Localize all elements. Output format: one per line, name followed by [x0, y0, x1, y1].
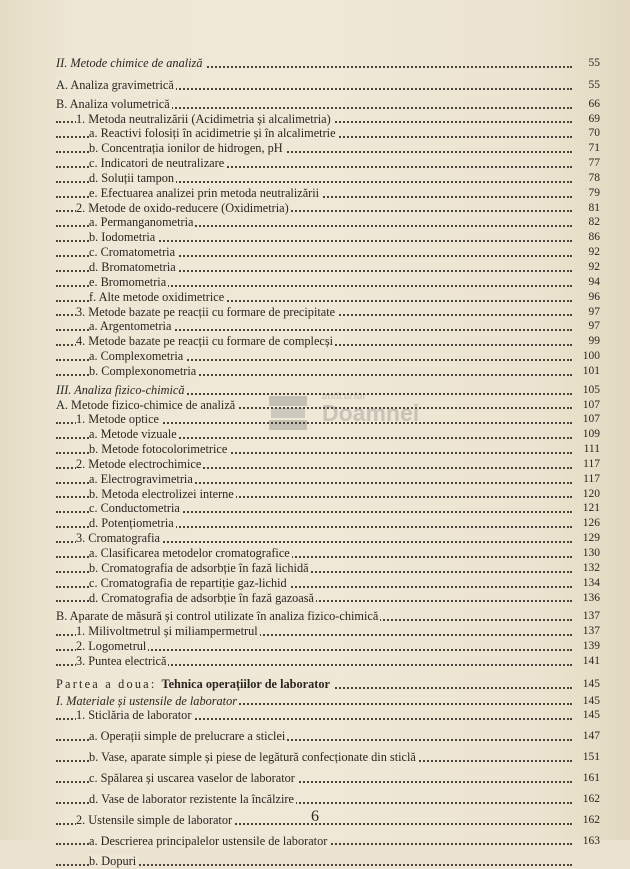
toc-page-number: 107 — [582, 413, 600, 426]
toc-entry — [56, 609, 600, 624]
toc-entry — [56, 694, 600, 709]
toc-page-number: 97 — [588, 320, 600, 333]
toc-entry — [56, 275, 600, 290]
toc-page-number: 55 — [588, 78, 600, 91]
toc-entry-title: A. Metode fizico-chimice de analiză — [56, 397, 236, 412]
toc-entry — [56, 97, 600, 112]
toc-entry-title: d. Soluții tampon — [89, 170, 175, 185]
toc-entry-title: B. Aparate de măsură și control utilizate în analiza fizico-chimică — [56, 609, 379, 624]
toc-entry — [56, 412, 600, 427]
toc-entry — [56, 561, 600, 576]
toc-entry-title: b. Iodometria — [89, 230, 156, 245]
toc-entry — [56, 834, 600, 849]
toc-entry — [56, 624, 600, 639]
toc-entry-title: b. Concentrația ionilor de hidrogen, pH — [89, 141, 283, 156]
toc-entry-title: d. Cromatografia de adsorbție în fază gazoasă — [89, 590, 315, 605]
toc-entry-title: b. Cromatografia de adsorbție în fază lichidă — [89, 560, 309, 575]
toc-page-number: 111 — [583, 443, 600, 456]
toc-page-number: 130 — [582, 547, 600, 559]
toc-page-number: 117 — [583, 457, 600, 470]
toc-entry-title: a. Complexometria — [89, 349, 184, 364]
toc-entry-title: b. Metode fotocolorimetrice — [89, 442, 228, 457]
toc-entry-title: b. Complexonometria — [89, 363, 197, 378]
toc-entry — [56, 501, 600, 516]
toc-entry-title: III. Analiza fizico-chimică — [56, 382, 185, 397]
toc-entry — [56, 591, 600, 606]
part-prefix: Partea a doua: — [56, 676, 157, 691]
toc-page-number: 132 — [582, 561, 600, 574]
watermark-subtitle: anticariat — [322, 390, 366, 402]
toc-page-number: 77 — [588, 157, 600, 170]
toc-page-number: 99 — [588, 335, 600, 348]
toc-entry-title: 3. Puntea electrică — [76, 653, 167, 668]
toc-page-number: 120 — [582, 487, 600, 500]
toc-entry — [56, 576, 600, 591]
toc-entry — [56, 364, 600, 379]
toc-entry-title: c. Spălarea și uscarea vaselor de laborator — [89, 770, 295, 785]
toc-entry — [56, 56, 600, 71]
toc-entry-title: 4. Metode bazate pe reacții cu formare de complecși — [76, 334, 334, 349]
toc-entry-title: e. Efectuarea analizei prin metoda neutralizării — [89, 185, 320, 200]
toc-entry-title: a. Argentometria — [89, 319, 172, 334]
toc-page-number: 137 — [582, 610, 600, 623]
toc-page-number: 145 — [582, 677, 600, 690]
toc-entry — [56, 126, 600, 141]
toc-entry — [56, 398, 600, 413]
toc-entry — [56, 531, 600, 546]
toc-entry-title: c. Conductometria — [89, 501, 180, 516]
toc-page-number: 141 — [582, 654, 600, 667]
toc-entry — [56, 654, 600, 669]
toc-entry — [56, 215, 600, 230]
toc-entry-title: 3. Metode bazate pe reacții cu formare de precipitate — [76, 304, 336, 319]
toc-entry-title: c. Cromatometria — [89, 245, 176, 260]
toc-page-number: 92 — [588, 246, 600, 259]
toc-page-number: 139 — [582, 640, 600, 653]
toc-entry — [56, 141, 600, 156]
toc-entry — [56, 750, 600, 765]
toc-page-number: 71 — [588, 142, 600, 155]
toc-page-number: 101 — [582, 364, 600, 377]
toc-entry — [56, 334, 600, 349]
toc-page-number: 162 — [582, 792, 600, 805]
toc-entry — [56, 854, 600, 869]
toc-entry — [56, 290, 600, 305]
toc-entry — [56, 230, 600, 245]
toc-page-number: 70 — [588, 127, 600, 140]
toc-page-number: 69 — [588, 112, 600, 125]
toc-page-number: 55 — [588, 57, 600, 69]
toc-entry-title: b. Vase, aparate simple și piese de legătură confecționate din sticlă — [89, 750, 416, 765]
toc-entry — [56, 112, 600, 127]
toc-entry — [56, 201, 600, 216]
toc-entry-title: 2. Metode de oxido-reducere (Oxidimetria) — [76, 200, 289, 215]
toc-entry-title: 2. Metode electrochimice — [76, 456, 202, 471]
toc-page-number: 126 — [582, 517, 600, 530]
toc-page-number: 161 — [582, 771, 600, 784]
toc-entry-title: 2. Logometrul — [76, 639, 147, 654]
toc-entry-title: 2. Ustensile simple de laborator — [76, 812, 233, 827]
toc-entry-title: c. Cromatografia de repartiție gaz-lichid — [89, 575, 287, 590]
toc-page-number: 137 — [582, 625, 600, 638]
toc-entry-title: c. Indicatori de neutralizare — [89, 156, 225, 171]
toc-entry — [56, 639, 600, 654]
toc-entry-title: b. Metoda electrolizei interne — [89, 486, 234, 501]
toc-page-number: 121 — [582, 502, 600, 515]
toc-entry-title: a. Descrierea principalelor ustensile de laborator — [89, 833, 328, 848]
toc-page-number: 145 — [582, 709, 600, 722]
toc-entry — [56, 305, 600, 320]
toc-entry-title: 1. Sticlăria de laborator — [76, 708, 192, 723]
toc-entry-title: A. Analiza gravimetrică — [56, 77, 174, 92]
toc-entry-title: a. Reactivi folosiți în acidimetrie și în alcalimetrie — [89, 126, 336, 141]
toc-page-number: 117 — [583, 472, 600, 485]
toc-page-number: 151 — [582, 751, 600, 764]
toc-page-number: 94 — [588, 275, 600, 288]
toc-entry — [56, 708, 600, 723]
toc-page-number: 147 — [582, 730, 600, 743]
toc-entry-title: 1. Metode optice — [76, 412, 159, 427]
toc-page-number: 96 — [588, 290, 600, 303]
toc-entry — [56, 472, 600, 487]
toc-page-number: 163 — [582, 834, 600, 847]
toc-entry — [56, 383, 600, 398]
toc-entry — [56, 546, 600, 561]
toc-page-number: 82 — [588, 216, 600, 229]
toc-page-number: 136 — [582, 591, 600, 604]
toc-entry — [56, 156, 600, 171]
toc-entry-title: a. Operații simple de prelucrare a sticlei — [89, 729, 286, 744]
toc-entry-title: b. Dopuri — [89, 854, 137, 869]
toc-entry — [56, 186, 600, 201]
toc-entry-title: II. Metode chimice de analiză — [56, 56, 203, 70]
toc-entry — [56, 792, 600, 807]
toc-entry — [56, 442, 600, 457]
toc-page-number: 100 — [582, 350, 600, 363]
toc-page-number: 86 — [588, 231, 600, 244]
toc-page-number: 134 — [582, 576, 600, 589]
toc-entry — [56, 487, 600, 502]
toc-page-number: 78 — [588, 171, 600, 184]
toc-entry-title: B. Analiza volumetrică — [56, 96, 170, 111]
toc-entry-title — [56, 677, 337, 692]
toc-entry-title: 1. Milivoltmetrul și miliampermetrul — [76, 624, 258, 639]
toc-page-number: 81 — [588, 201, 600, 214]
toc-entry-title: a. Permanganometria — [89, 215, 194, 230]
toc-page-number: 162 — [582, 813, 600, 826]
toc-entry-title: a. Metode vizuale — [89, 427, 177, 442]
table-of-contents — [56, 56, 600, 869]
toc-entry — [56, 171, 600, 186]
toc-entry — [56, 78, 600, 93]
toc-entry-title: d. Potențiometria — [89, 516, 174, 531]
watermark-title: Doamnei — [322, 400, 420, 426]
toc-entry-title: e. Bromometria — [89, 274, 167, 289]
toc-page-number: 145 — [582, 694, 600, 707]
toc-entry — [56, 319, 600, 334]
toc-entry-title: d. Vase de laborator rezistente la încălzire — [89, 791, 294, 806]
toc-entry — [56, 516, 600, 531]
part-title: Tehnica operațiilor de laborator — [161, 676, 330, 691]
toc-page-number: 66 — [588, 97, 600, 110]
toc-entry — [56, 245, 600, 260]
toc-entry-title: f. Alte metode oxidimetrice — [89, 289, 225, 304]
toc-entry-title: I. Materiale și ustensile de laborator — [56, 693, 238, 708]
toc-entry — [56, 457, 600, 472]
page-number: 6 — [311, 808, 319, 825]
toc-entry — [56, 771, 600, 786]
toc-page-number: 97 — [588, 305, 600, 318]
toc-entry — [56, 260, 600, 275]
toc-page-number: 92 — [588, 260, 600, 273]
toc-entry-title: d. Bromatometria — [89, 259, 176, 274]
toc-page-number: 129 — [582, 532, 600, 545]
toc-entry — [56, 427, 600, 442]
toc-entry-title: 1. Metoda neutralizării (Acidimetria și alcalimetria) — [76, 111, 331, 126]
toc-page-number: 105 — [582, 383, 600, 396]
toc-entry — [56, 677, 600, 692]
toc-page-number: 109 — [582, 428, 600, 441]
toc-page-number: 79 — [588, 186, 600, 199]
toc-entry-title: a. Clasificarea metodelor cromatografice — [89, 546, 290, 560]
toc-entry — [56, 729, 600, 744]
toc-entry — [56, 349, 600, 364]
toc-entry-title: a. Electrogravimetria — [89, 471, 193, 486]
toc-entry-title: 3. Cromatografia — [76, 531, 161, 546]
toc-page-number: 107 — [582, 398, 600, 411]
